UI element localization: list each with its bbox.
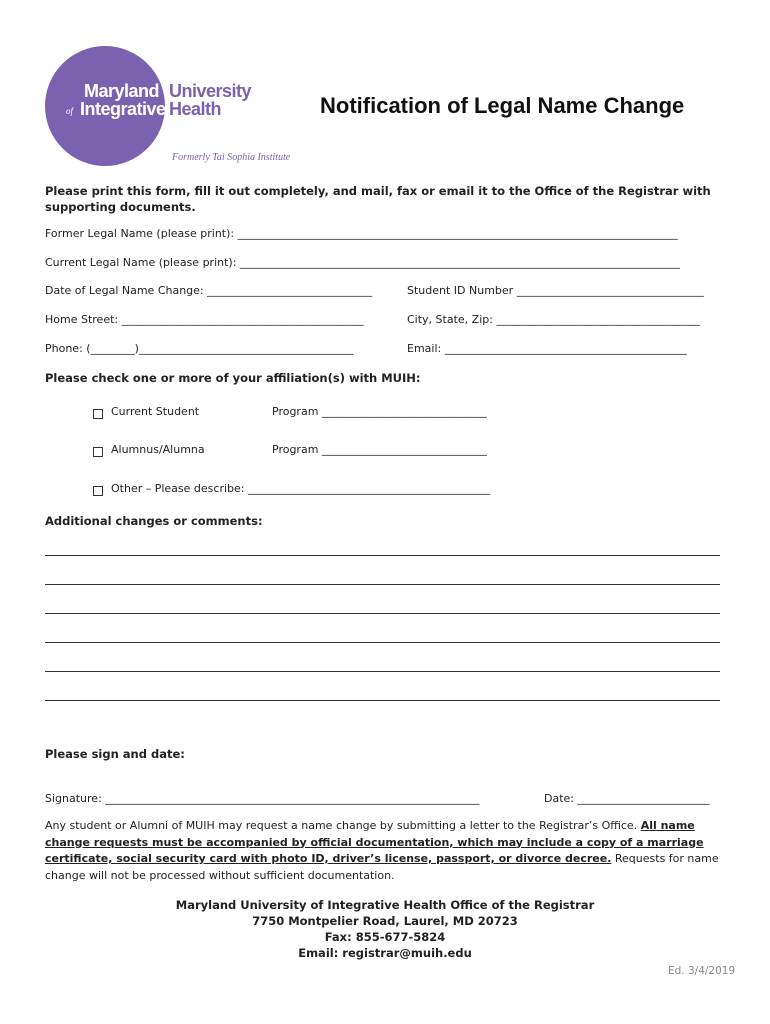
logo-maryland: Maryland xyxy=(84,81,160,101)
comment-line[interactable] xyxy=(45,584,720,585)
checkbox-icon xyxy=(93,447,103,457)
comment-line[interactable] xyxy=(45,642,720,643)
notice-paragraph xyxy=(45,818,725,884)
notice-text-1: Any student or Alumni of MUIH may request a name change by submitting a letter to the Registrar’s Office. xyxy=(45,819,641,832)
alumnus-label: Alumnus/Alumna xyxy=(111,443,205,456)
notice-text-emphasis: All name change requests must be accompanied by official documentation, which may include a copy of a marriage certificate, social security card with photo ID, driver’s license, passport, or divorce decree. xyxy=(45,819,704,865)
edition-date: Ed. 3/4/2019 xyxy=(668,965,736,977)
intro-text: Please print this form, fill it out completely, and mail, fax or email it to the Office of the Registrar with supporting documents. xyxy=(45,184,711,214)
footer-address: 7750 Montpelier Road, Laurel, MD 20723 xyxy=(252,914,518,928)
comment-line[interactable] xyxy=(45,613,720,614)
home-street-field[interactable]: Home Street: ____________________________________________ xyxy=(45,313,364,326)
date-change-field[interactable]: Date of Legal Name Change: ______________________________ xyxy=(45,284,373,297)
current-name-field[interactable]: Current Legal Name (please print): ________________________________________________________________________________ xyxy=(45,256,680,269)
comment-line[interactable] xyxy=(45,700,720,701)
page-title: Notification of Legal Name Change xyxy=(320,93,685,118)
checkbox-icon xyxy=(93,486,103,496)
footer-email: Email: registrar@muih.edu xyxy=(298,946,472,960)
logo-formerly: Formerly Tai Sophia Institute xyxy=(172,152,291,163)
signature-field[interactable]: Signature: ____________________________________________________________________ xyxy=(45,792,480,805)
current-student-checkbox[interactable] xyxy=(93,404,103,423)
sign-heading: Please sign and date: xyxy=(45,747,185,761)
logo-university: University xyxy=(169,81,252,101)
date-field[interactable]: Date: ________________________ xyxy=(544,792,710,805)
comment-line[interactable] xyxy=(45,555,720,556)
current-student-label: Current Student xyxy=(111,405,200,418)
other-describe-field[interactable]: Other – Please describe: ____________________________________________ xyxy=(111,482,490,495)
additional-heading: Additional changes or comments: xyxy=(45,514,263,528)
phone-field[interactable]: Phone: (________)_______________________________________ xyxy=(45,342,354,355)
logo-integrative: Integrative xyxy=(80,99,166,119)
email-field[interactable]: Email: ____________________________________________ xyxy=(407,342,687,355)
student-id-field[interactable]: Student ID Number __________________________________ xyxy=(407,284,704,297)
program-field-1[interactable]: Program ______________________________ xyxy=(272,405,487,418)
checkbox-icon xyxy=(93,409,103,419)
logo-health: Health xyxy=(169,99,222,119)
affiliation-heading: Please check one or more of your affiliation(s) with MUIH: xyxy=(45,371,421,385)
footer-office: Maryland University of Integrative Health Office of the Registrar xyxy=(175,898,595,912)
alumnus-checkbox[interactable] xyxy=(93,442,103,461)
comment-line[interactable] xyxy=(45,671,720,672)
city-state-zip-field[interactable]: City, State, Zip: _____________________________________ xyxy=(407,313,700,326)
other-checkbox[interactable] xyxy=(93,481,103,500)
footer-fax: Fax: 855-677-5824 xyxy=(324,930,446,944)
notice-text-3: Requests for name change will not be processed without sufficient documentation. xyxy=(45,852,719,882)
logo-of: of xyxy=(66,106,74,116)
program-field-2[interactable]: Program ______________________________ xyxy=(272,443,487,456)
former-name-field[interactable]: Former Legal Name (please print): ________________________________________________________________________________ xyxy=(45,227,678,240)
